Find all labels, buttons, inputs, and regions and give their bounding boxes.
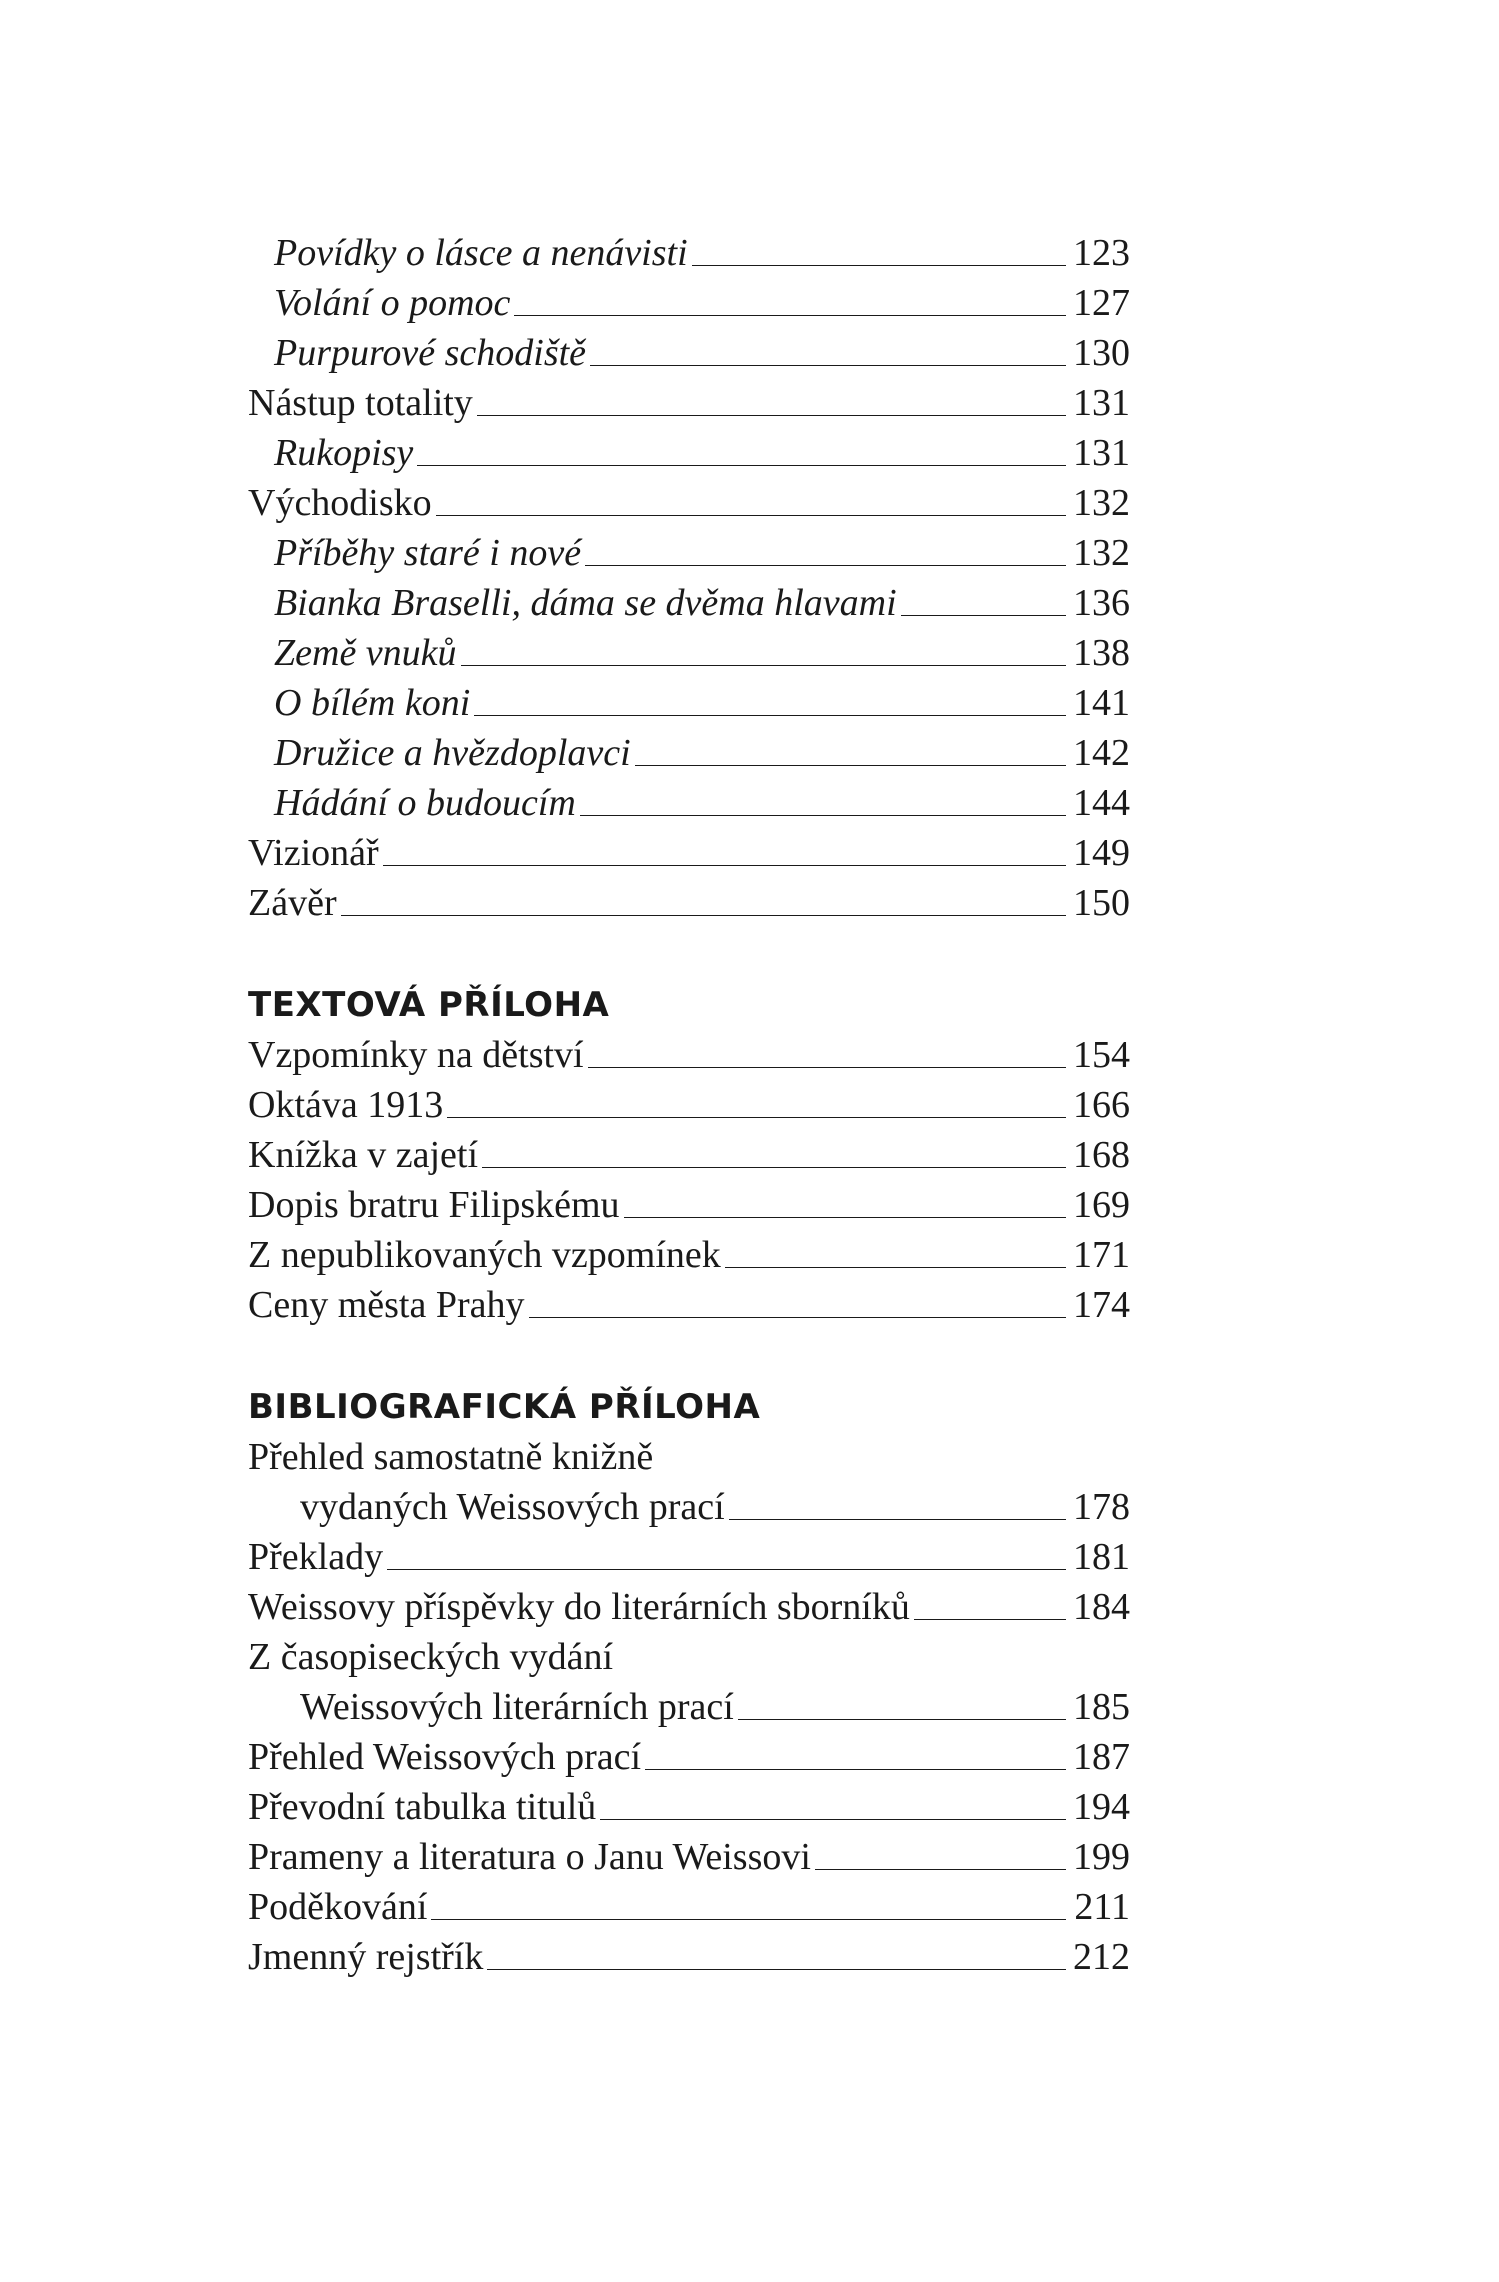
toc-entry-title: Příběhy staré i nové bbox=[274, 532, 582, 574]
toc-leader-line bbox=[901, 614, 1066, 616]
toc-leader-line bbox=[482, 1166, 1066, 1168]
toc-entry-title: Závěr bbox=[248, 882, 337, 924]
toc-group-textova-priloha bbox=[248, 1030, 1130, 1330]
section-heading-textova-priloha: TEXTOVÁ PŘÍLOHA bbox=[248, 985, 610, 1025]
toc-leader-line bbox=[447, 1116, 1066, 1118]
toc-entry-page-number: 132 bbox=[1073, 532, 1130, 574]
toc-entry bbox=[248, 1882, 1130, 1932]
toc-leader-line bbox=[645, 1768, 1066, 1770]
toc-entry-title: Weissových literárních prací bbox=[300, 1686, 734, 1728]
toc-entry-title: Východisko bbox=[248, 482, 432, 524]
toc-entry bbox=[248, 1432, 1130, 1482]
toc-entry-title: Knížka v zajetí bbox=[248, 1134, 479, 1176]
toc-entry-title: Poděkování bbox=[248, 1886, 428, 1928]
toc-entry-page-number: 141 bbox=[1073, 682, 1130, 724]
toc-entry-title: Ceny města Prahy bbox=[248, 1284, 525, 1326]
toc-leader-line bbox=[461, 664, 1066, 666]
toc-entry bbox=[248, 1582, 1130, 1632]
toc-leader-line bbox=[725, 1266, 1066, 1268]
toc-entry bbox=[248, 1482, 1130, 1532]
toc-entry-title: Hádání o budoucím bbox=[274, 782, 576, 824]
toc-entry-title: Země vnuků bbox=[274, 632, 457, 674]
toc-entry bbox=[248, 778, 1130, 828]
toc-entry-title: Bianka Braselli, dáma se dvěma hlavami bbox=[274, 582, 897, 624]
toc-entry-page-number: 149 bbox=[1073, 832, 1130, 874]
toc-entry-page-number: 171 bbox=[1073, 1234, 1130, 1276]
toc-entry-page-number: 132 bbox=[1073, 482, 1130, 524]
toc-entry-title: Jmenný rejstřík bbox=[248, 1936, 484, 1978]
toc-entry-page-number: 174 bbox=[1073, 1284, 1130, 1326]
toc-entry-page-number: 169 bbox=[1073, 1184, 1130, 1226]
toc-entry bbox=[248, 1280, 1130, 1330]
toc-leader-line bbox=[477, 414, 1066, 416]
toc-entry-page-number: 168 bbox=[1073, 1134, 1130, 1176]
toc-entry bbox=[248, 1632, 1130, 1682]
toc-entry-title: Vzpomínky na dětství bbox=[248, 1034, 584, 1076]
toc-leader-line bbox=[383, 864, 1066, 866]
toc-entry-page-number: 144 bbox=[1073, 782, 1130, 824]
toc-entry-title: Purpurové schodiště bbox=[274, 332, 587, 374]
toc-leader-line bbox=[635, 764, 1066, 766]
toc-entry-title: Oktáva 1913 bbox=[248, 1084, 444, 1126]
toc-entry-page-number: 166 bbox=[1073, 1084, 1130, 1126]
toc-entry bbox=[248, 828, 1130, 878]
toc-entry-page-number: 181 bbox=[1073, 1536, 1130, 1578]
toc-entry-page-number: 199 bbox=[1073, 1836, 1130, 1878]
toc-leader-line bbox=[417, 464, 1066, 466]
toc-entry bbox=[248, 1832, 1130, 1882]
toc-entry-title: Dopis bratru Filipskému bbox=[248, 1184, 620, 1226]
toc-leader-line bbox=[436, 514, 1066, 516]
toc-entry-page-number: 131 bbox=[1073, 382, 1130, 424]
toc-entry bbox=[248, 1130, 1130, 1180]
toc-group-main bbox=[248, 228, 1130, 928]
toc-entry-title: Družice a hvězdoplavci bbox=[274, 732, 631, 774]
toc-leader-line bbox=[588, 1066, 1066, 1068]
table-of-contents bbox=[248, 228, 1130, 1982]
toc-entry bbox=[248, 1532, 1130, 1582]
toc-entry bbox=[248, 1030, 1130, 1080]
toc-entry bbox=[248, 1230, 1130, 1280]
toc-leader-line bbox=[585, 564, 1066, 566]
toc-entry-title: Weissovy příspěvky do literárních sborníků bbox=[248, 1586, 910, 1628]
toc-entry bbox=[248, 628, 1130, 678]
toc-entry bbox=[248, 328, 1130, 378]
toc-entry bbox=[248, 478, 1130, 528]
toc-leader-line bbox=[590, 364, 1066, 366]
toc-entry-title: Z časopiseckých vydání bbox=[248, 1636, 614, 1678]
toc-leader-line bbox=[387, 1568, 1066, 1570]
toc-entry-page-number: 136 bbox=[1073, 582, 1130, 624]
toc-entry bbox=[248, 678, 1130, 728]
toc-entry bbox=[248, 1782, 1130, 1832]
toc-entry-page-number: 211 bbox=[1074, 1886, 1130, 1928]
toc-leader-line bbox=[341, 914, 1066, 916]
toc-entry-page-number: 123 bbox=[1073, 232, 1130, 274]
toc-entry bbox=[248, 278, 1130, 328]
toc-entry bbox=[248, 728, 1130, 778]
toc-entry-title: O bílém koni bbox=[274, 682, 471, 724]
toc-leader-line bbox=[600, 1818, 1066, 1820]
toc-entry-title: Rukopisy bbox=[274, 432, 414, 474]
toc-leader-line bbox=[431, 1918, 1066, 1920]
toc-group-bibliograficka-priloha bbox=[248, 1432, 1130, 1982]
toc-entry bbox=[248, 1080, 1130, 1130]
toc-entry-title: Nástup totality bbox=[248, 382, 473, 424]
toc-entry-title: Povídky o lásce a nenávisti bbox=[274, 232, 688, 274]
toc-entry-title: vydaných Weissových prací bbox=[300, 1486, 725, 1528]
toc-leader-line bbox=[692, 264, 1066, 266]
toc-entry-page-number: 154 bbox=[1073, 1034, 1130, 1076]
toc-entry bbox=[248, 228, 1130, 278]
toc-leader-line bbox=[914, 1618, 1066, 1620]
toc-entry bbox=[248, 1180, 1130, 1230]
toc-leader-line bbox=[474, 714, 1066, 716]
toc-entry-title: Prameny a literatura o Janu Weissovi bbox=[248, 1836, 811, 1878]
toc-entry-page-number: 187 bbox=[1073, 1736, 1130, 1778]
toc-leader-line bbox=[729, 1518, 1066, 1520]
toc-entry bbox=[248, 1682, 1130, 1732]
toc-entry-title: Přehled samostatně knižně bbox=[248, 1436, 654, 1478]
toc-entry-page-number: 185 bbox=[1073, 1686, 1130, 1728]
toc-entry-title: Převodní tabulka titulů bbox=[248, 1786, 597, 1828]
toc-entry-page-number: 178 bbox=[1073, 1486, 1130, 1528]
toc-entry-page-number: 184 bbox=[1073, 1586, 1130, 1628]
toc-leader-line bbox=[815, 1868, 1066, 1870]
toc-entry-page-number: 130 bbox=[1073, 332, 1130, 374]
toc-entry bbox=[248, 1732, 1130, 1782]
toc-entry bbox=[248, 578, 1130, 628]
toc-entry-title: Přehled Weissových prací bbox=[248, 1736, 642, 1778]
section-heading-bibliograficka-priloha: BIBLIOGRAFICKÁ PŘÍLOHA bbox=[248, 1387, 761, 1427]
toc-leader-line bbox=[738, 1718, 1066, 1720]
toc-entry-title: Z nepublikovaných vzpomínek bbox=[248, 1234, 721, 1276]
toc-leader-line bbox=[529, 1316, 1066, 1318]
toc-entry-title: Překlady bbox=[248, 1536, 384, 1578]
toc-entry bbox=[248, 378, 1130, 428]
toc-entry-page-number: 150 bbox=[1073, 882, 1130, 924]
toc-entry-page-number: 194 bbox=[1073, 1786, 1130, 1828]
toc-entry-page-number: 138 bbox=[1073, 632, 1130, 674]
toc-entry bbox=[248, 428, 1130, 478]
toc-entry bbox=[248, 528, 1130, 578]
toc-leader-line bbox=[624, 1216, 1066, 1218]
toc-entry-page-number: 131 bbox=[1073, 432, 1130, 474]
toc-entry-page-number: 142 bbox=[1073, 732, 1130, 774]
toc-entry-page-number: 127 bbox=[1073, 282, 1130, 324]
toc-leader-line bbox=[487, 1968, 1066, 1970]
toc-entry-title: Volání o pomoc bbox=[274, 282, 511, 324]
toc-entry-title: Vizionář bbox=[248, 832, 379, 874]
toc-entry-page-number: 212 bbox=[1073, 1936, 1130, 1978]
toc-entry bbox=[248, 878, 1130, 928]
toc-entry bbox=[248, 1932, 1130, 1982]
toc-leader-line bbox=[580, 814, 1066, 816]
toc-leader-line bbox=[514, 314, 1066, 316]
